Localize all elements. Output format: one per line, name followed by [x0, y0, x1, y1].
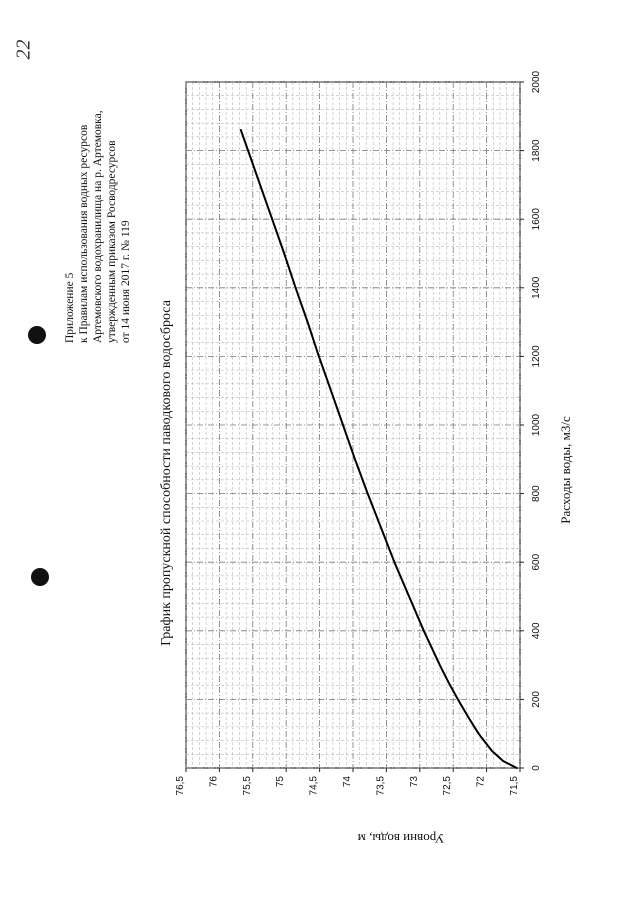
x-tick-label: 200: [531, 691, 542, 708]
y-tick-label: 72: [475, 776, 487, 788]
header-line-2: к Правилам использования водных ресурсов: [78, 124, 90, 343]
y-tick-label: 71,5: [509, 776, 520, 796]
page-number: 22: [12, 39, 35, 60]
x-tick-label: 600: [531, 553, 542, 571]
x-tick-label: 2000: [531, 70, 542, 94]
y-tick-label: 74: [342, 776, 353, 788]
header-line-4: утвержденным приказом Росводресурсов: [106, 140, 118, 343]
header-line-3: Артемовского водохранилища на р. Артемовка,: [92, 110, 104, 343]
header-line-5: от 14 июня 2017 г. № 119: [120, 220, 132, 343]
header-block: [64, 110, 132, 343]
x-tick-label: 0: [531, 765, 542, 771]
x-tick-labels: [531, 70, 542, 770]
x-tick-label: 1600: [531, 208, 542, 231]
y-tick-label: 73,5: [375, 776, 387, 796]
y-tick-label: 73: [408, 776, 420, 788]
y-tick-label: 74,5: [308, 776, 320, 796]
y-tick-label: 75: [275, 776, 287, 788]
x-tick-label: 800: [531, 485, 542, 502]
y-tick-labels: [175, 776, 520, 796]
y-tick-label: 76: [208, 776, 220, 788]
y-tick-label: 75,5: [241, 776, 253, 796]
x-axis-label: Расходы воды, м3/с: [558, 416, 573, 524]
x-tick-label: 1200: [531, 345, 542, 368]
header-line-1: Приложение 5: [64, 272, 76, 343]
plot-frame-group: [175, 70, 542, 795]
x-tick-label: 1000: [531, 413, 542, 437]
y-tick-label: 72,5: [442, 776, 454, 796]
chart-title: График пропускной способности паводкового водосброса: [159, 300, 174, 646]
y-axis-label: Уровни воды, м: [357, 831, 445, 846]
x-tick-label: 1800: [531, 139, 542, 162]
y-tick-label: 76,5: [175, 776, 186, 796]
x-tick-label: 1400: [531, 276, 542, 299]
x-tick-label: 400: [531, 622, 542, 640]
